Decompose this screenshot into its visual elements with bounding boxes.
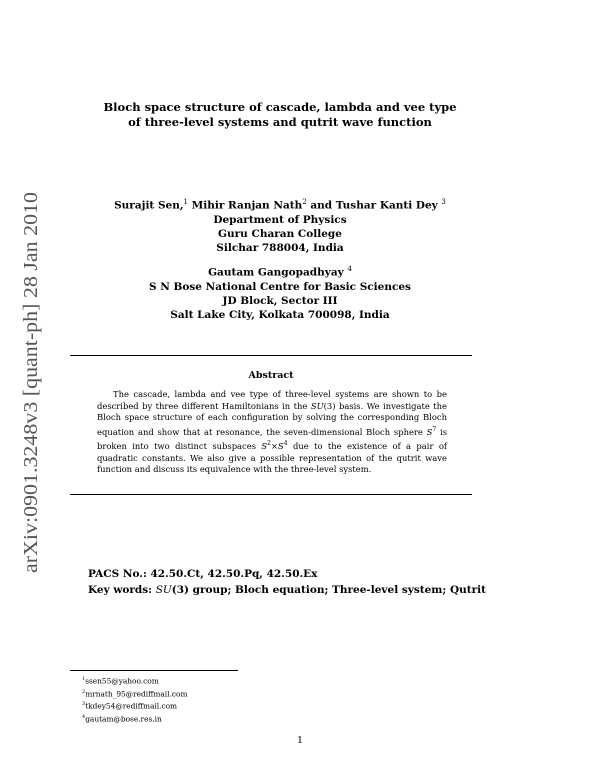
author-2: Mihir Ranjan Nath xyxy=(187,199,303,212)
affiliation-line: S N Bose National Centre for Basic Sciences xyxy=(149,280,411,293)
affiliation-line: Salt Lake City, Kolkata 700098, India xyxy=(170,308,390,321)
affiliation-line: Department of Physics xyxy=(213,213,347,226)
author-4-name: Gautam Gangopadhyay $^4$ xyxy=(208,265,352,279)
author-3: and Tushar Kanti Dey xyxy=(306,199,442,212)
pacs-keywords-block xyxy=(88,566,488,598)
author-1-mark: 1 xyxy=(183,198,188,206)
author-names xyxy=(100,195,460,213)
paper-title xyxy=(100,100,460,130)
affiliation-line: Silchar 788004, India xyxy=(216,241,344,254)
author-4-block xyxy=(100,262,460,322)
abstract-top-rule xyxy=(70,355,472,356)
footnotes xyxy=(82,674,187,725)
arxiv-identifier-text: arXiv:0901.3248v3 [quant-ph] 28 Jan 2010 xyxy=(21,234,42,573)
arxiv-identifier-stamp xyxy=(15,190,45,575)
author-4-mark: 4 xyxy=(347,265,352,273)
title-line-1: Bloch space structure of cascade, lambda and vee type xyxy=(103,100,457,114)
abstract-text: The cascade, lambda and vee type of three-level systems are shown to be described by three different Hamiltonians in the SU(3) basis. We investigate the Bloch space structure of each configuration by solving the corresponding Bloch equation and show that at resonance, the seven-dimensional Bloch sphere $S^7$ is broken into two distinct subspaces $S^2\times S^4$ due to the existence of a pair of quadratic constants. We also give a possible representation of the qutrit wave function and discuss its equivalence with the three-level system. xyxy=(97,389,447,475)
author-2-mark: 2 xyxy=(302,198,307,206)
footnote-item: $^2$mrnath_95@rediffmail.com xyxy=(82,688,188,699)
keywords-line: Key words: SU(3) group; Bloch equation; Three-level system; Qutrit xyxy=(88,584,486,596)
abstract-bottom-rule xyxy=(70,494,472,495)
footnote-item: $^4$gautam@bose.res.in xyxy=(82,714,162,724)
title-line-2: of three-level systems and qutrit wave function xyxy=(128,115,432,129)
affiliation-line: JD Block, Sector III xyxy=(222,294,338,307)
footnote-item: $^1$ssen55@yahoo.com xyxy=(82,676,159,686)
author-block xyxy=(100,195,460,255)
author-3-mark: 3 xyxy=(441,198,446,206)
affiliation-line: Guru Charan College xyxy=(218,227,342,240)
pacs-line: PACS No.: 42.50.Ct, 42.50.Pq, 42.50.Ex xyxy=(88,568,318,580)
footnote-rule xyxy=(70,670,238,671)
page-number: 1 xyxy=(296,735,304,746)
footnote-item: $^3$tkdey54@rediffmail.com xyxy=(82,701,178,711)
abstract-heading: Abstract xyxy=(248,370,294,381)
author-1: Surajit Sen, xyxy=(114,199,184,212)
